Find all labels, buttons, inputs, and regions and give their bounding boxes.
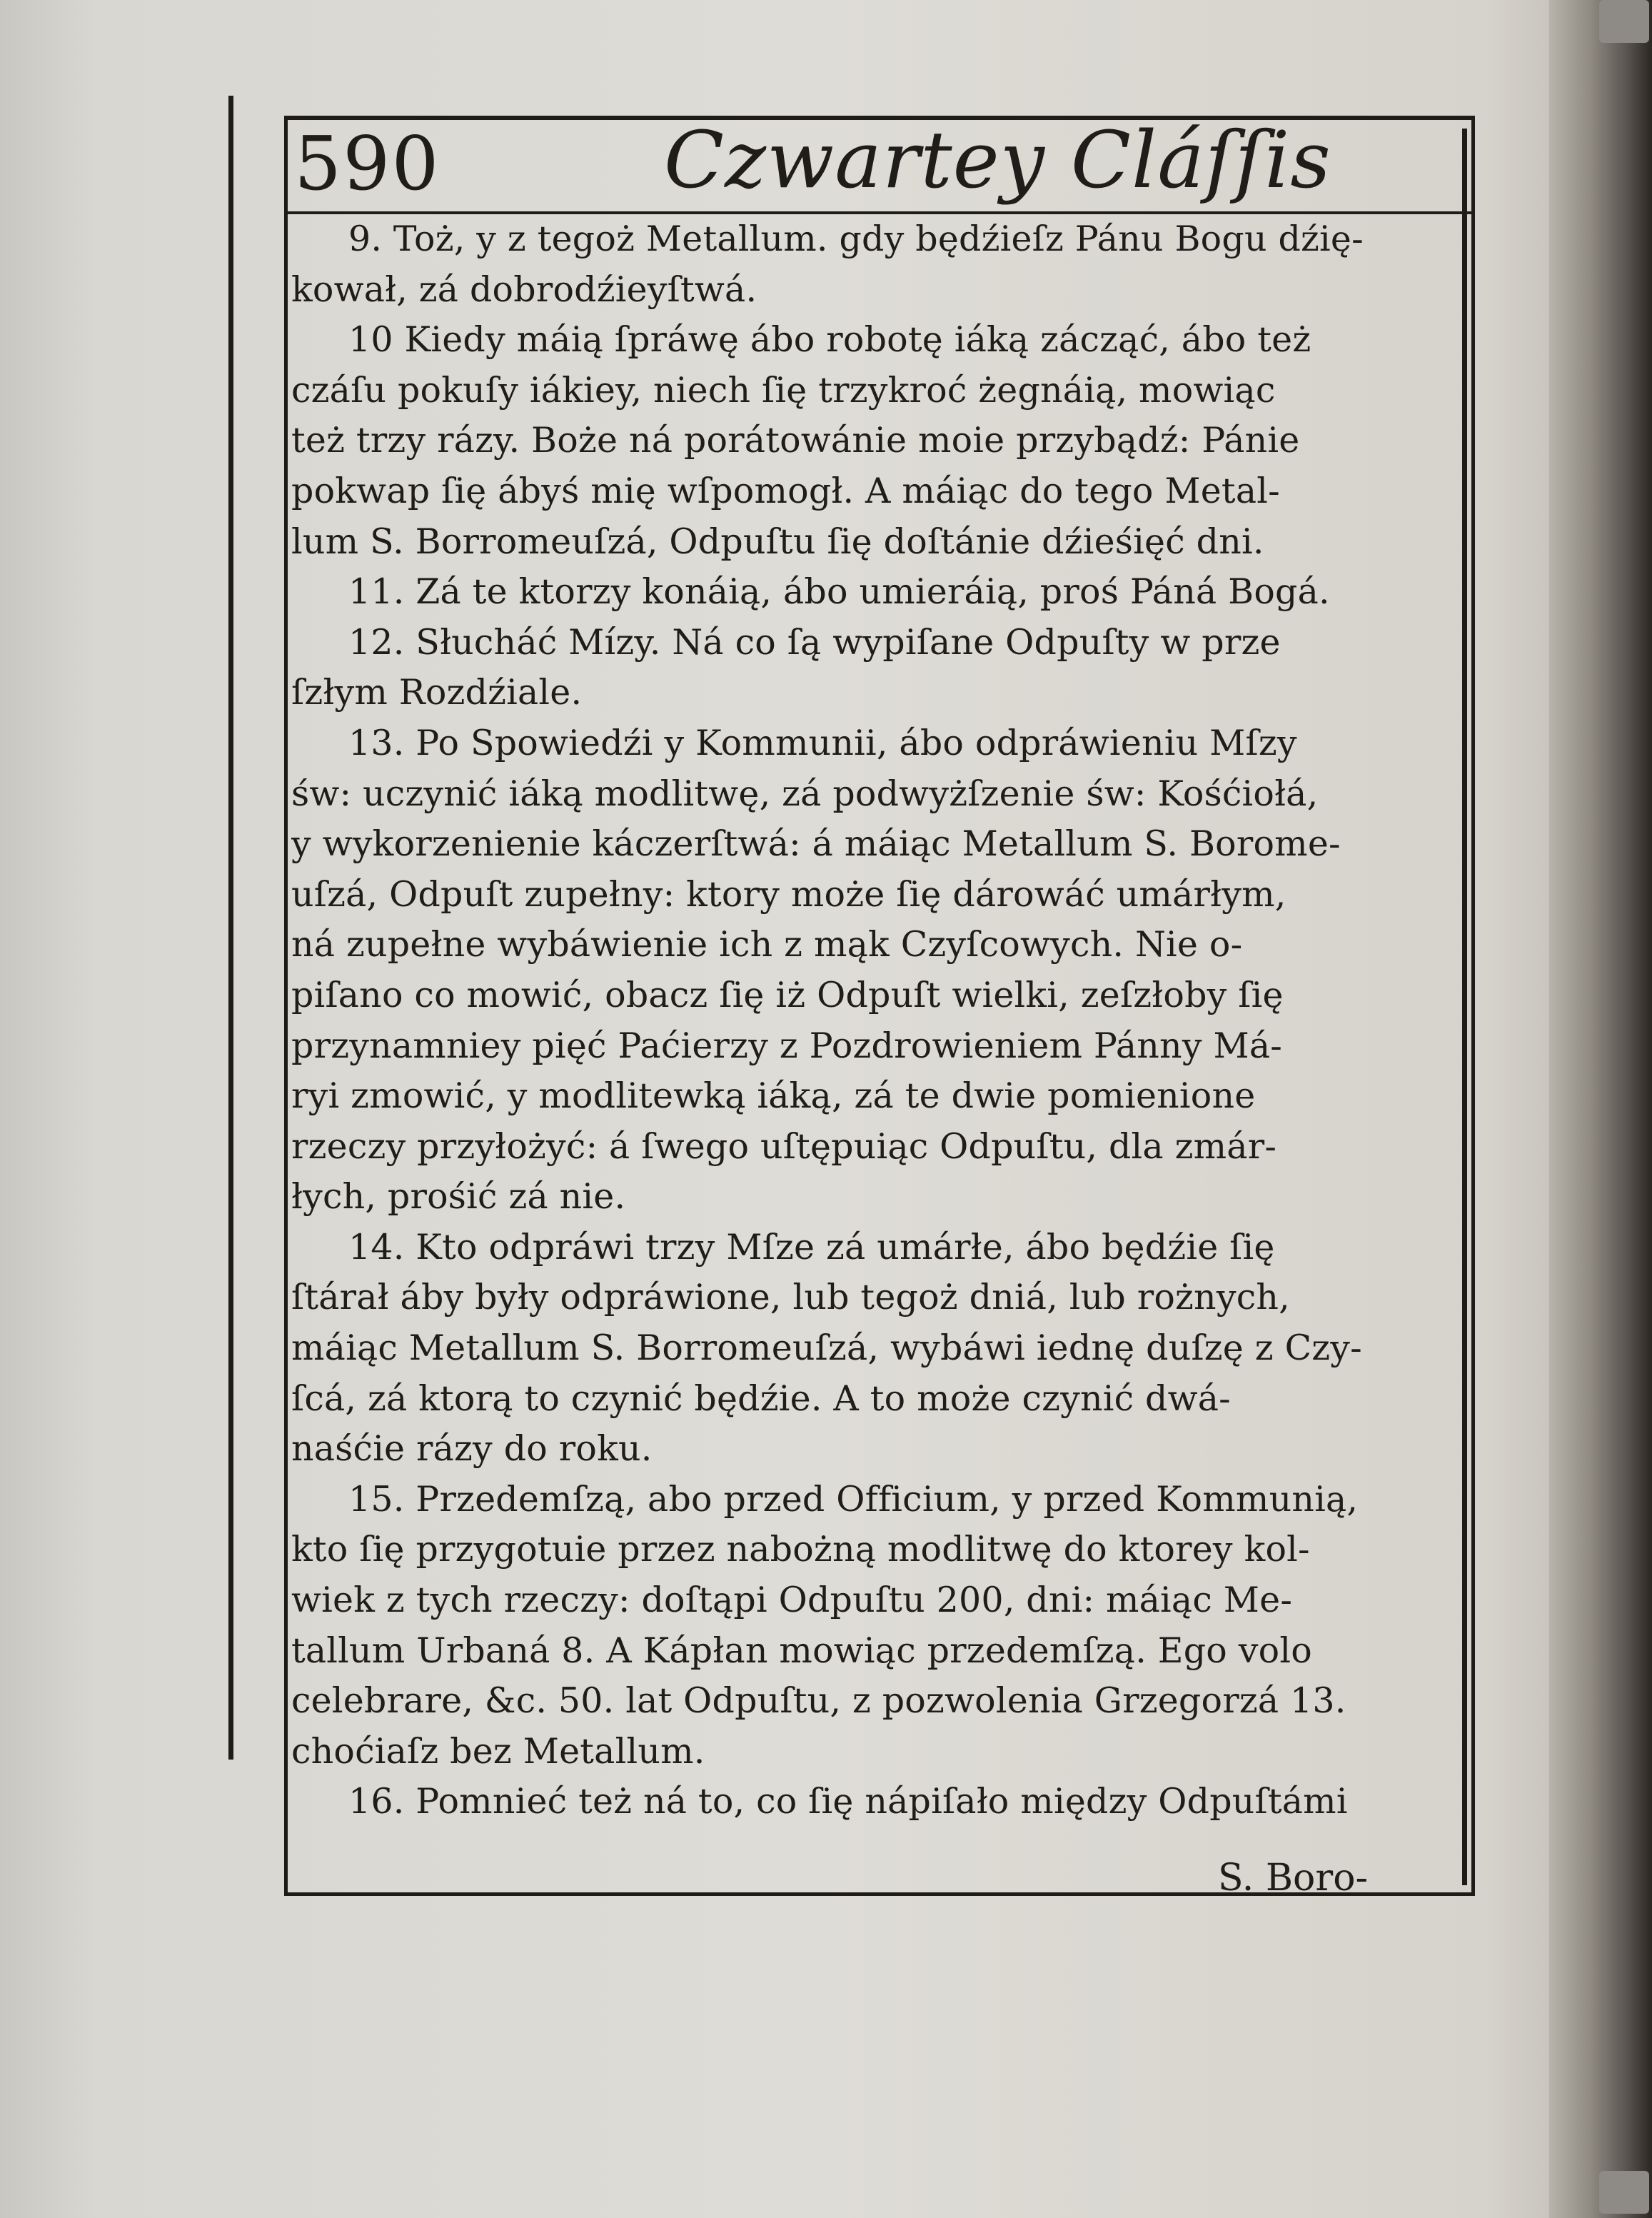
book-gutter xyxy=(1549,0,1652,2218)
text-line: 15. Przedemſzą, abo przed Officium, y przed Kommunią, xyxy=(348,1478,1359,1520)
text-line: 10 Kiedy máią ſpráwę ábo robotę iáką zácząć, ábo też xyxy=(348,319,1311,361)
text-line: y wykorzenienie káczerſtwá: á máiąc Metallum S. Borome- xyxy=(291,823,1341,865)
page-number: 590 xyxy=(294,120,440,207)
left-border-bar xyxy=(228,96,233,1760)
binding-clip-bottom xyxy=(1599,2171,1649,2214)
text-line: ná zupełne wybáwienie ich z mąk Czyſcowych. Nie o- xyxy=(291,924,1243,965)
text-line: ſzłym Rozdźiale. xyxy=(291,672,583,713)
text-line: kto ſię przygotuie przez nabożną modlitwę do ktorey kol- xyxy=(291,1529,1310,1570)
text-line: ſtárał áby były odpráwione, lub tegoż dniá, lub rożnych, xyxy=(291,1277,1290,1318)
text-line: 14. Kto odpráwi trzy Mſze zá umárłe, ábo będźie ſię xyxy=(348,1226,1275,1268)
text-line: ſcá, zá ktorą to czynić będźie. A to może czynić dwá- xyxy=(291,1378,1231,1419)
text-line: przynamniey pięć Paćierzy z Pozdrowieniem Pánny Má- xyxy=(291,1025,1283,1066)
body-text xyxy=(291,214,1462,1827)
text-line: 11. Zá te ktorzy konáią, ábo umieráią, proś Páná Bogá. xyxy=(348,571,1330,613)
text-line: 9. Toż, y z tegoż Metallum. gdy będźieſz Pánu Bogu dźię- xyxy=(348,219,1364,259)
text-line: choćiaſz bez Metallum. xyxy=(291,1730,705,1772)
text-line: uſzá, Odpuſt zupełny: ktory może ſię dárowáć umárłym, xyxy=(291,873,1286,915)
binding-clip-top xyxy=(1599,0,1649,43)
catchword: S. Boro- xyxy=(1218,1857,1369,1900)
running-title: Czwartey Cláſſis xyxy=(664,114,1331,206)
text-line: piſano co mowić, obacz ſię iż Odpuſt wielki, zeſzłoby ſię xyxy=(291,974,1284,1015)
text-line: celebrare, &c. 50. lat Odpuſtu, z pozwolenia Grzegorzá 13. xyxy=(291,1680,1346,1722)
text-line: lum S. Borromeuſzá, Odpuſtu ſię doſtánie dźieśięć dni. xyxy=(291,521,1264,562)
text-line: św: uczynić iáką modlitwę, zá podwyżſzenie św: Kośćiołá, xyxy=(291,773,1319,814)
text-line: łych, prośić zá nie. xyxy=(291,1176,626,1218)
text-line: tallum Urbaná 8. A Kápłan mowiąc przedemſzą. Ego volo xyxy=(291,1630,1312,1671)
text-line: 16. Pomnieć też ná to, co ſię nápiſało między Odpuſtámi xyxy=(348,1781,1348,1822)
text-line: naśćie rázy do roku. xyxy=(291,1428,653,1470)
text-line: 12. Słucháć Mízy. Ná co ſą wypiſane Odpuſty w prze xyxy=(348,621,1281,663)
text-line: pokwap ſię ábyś mię wſpomogł. A máiąc do tego Metal- xyxy=(291,470,1280,511)
text-line: też trzy rázy. Boże ná porátowánie moie przybądź: Pánie xyxy=(291,420,1300,461)
text-line: ryi zmowić, y modlitewką iáką, zá te dwie pomienione xyxy=(291,1075,1256,1117)
text-line: máiąc Metallum S. Borromeuſzá, wybáwi iednę duſzę z Czy- xyxy=(291,1328,1362,1369)
text-line: rzeczy przyłożyć: á ſwego uſtępuiąc Odpuſtu, dla zmár- xyxy=(291,1125,1277,1167)
text-line: kował, zá dobrodźieyſtwá. xyxy=(291,269,757,310)
text-line: 13. Po Spowiedźi y Kommunii, ábo odpráwieniu Mſzy xyxy=(348,722,1297,763)
text-line: czáſu pokuſy iákiey, niech ſię trzykroć żegnáią, mowiąc xyxy=(291,369,1276,411)
text-line: wiek z tych rzeczy: doſtąpi Odpuſtu 200, dni: máiąc Me- xyxy=(291,1580,1293,1621)
right-border-bar xyxy=(1462,129,1467,1885)
